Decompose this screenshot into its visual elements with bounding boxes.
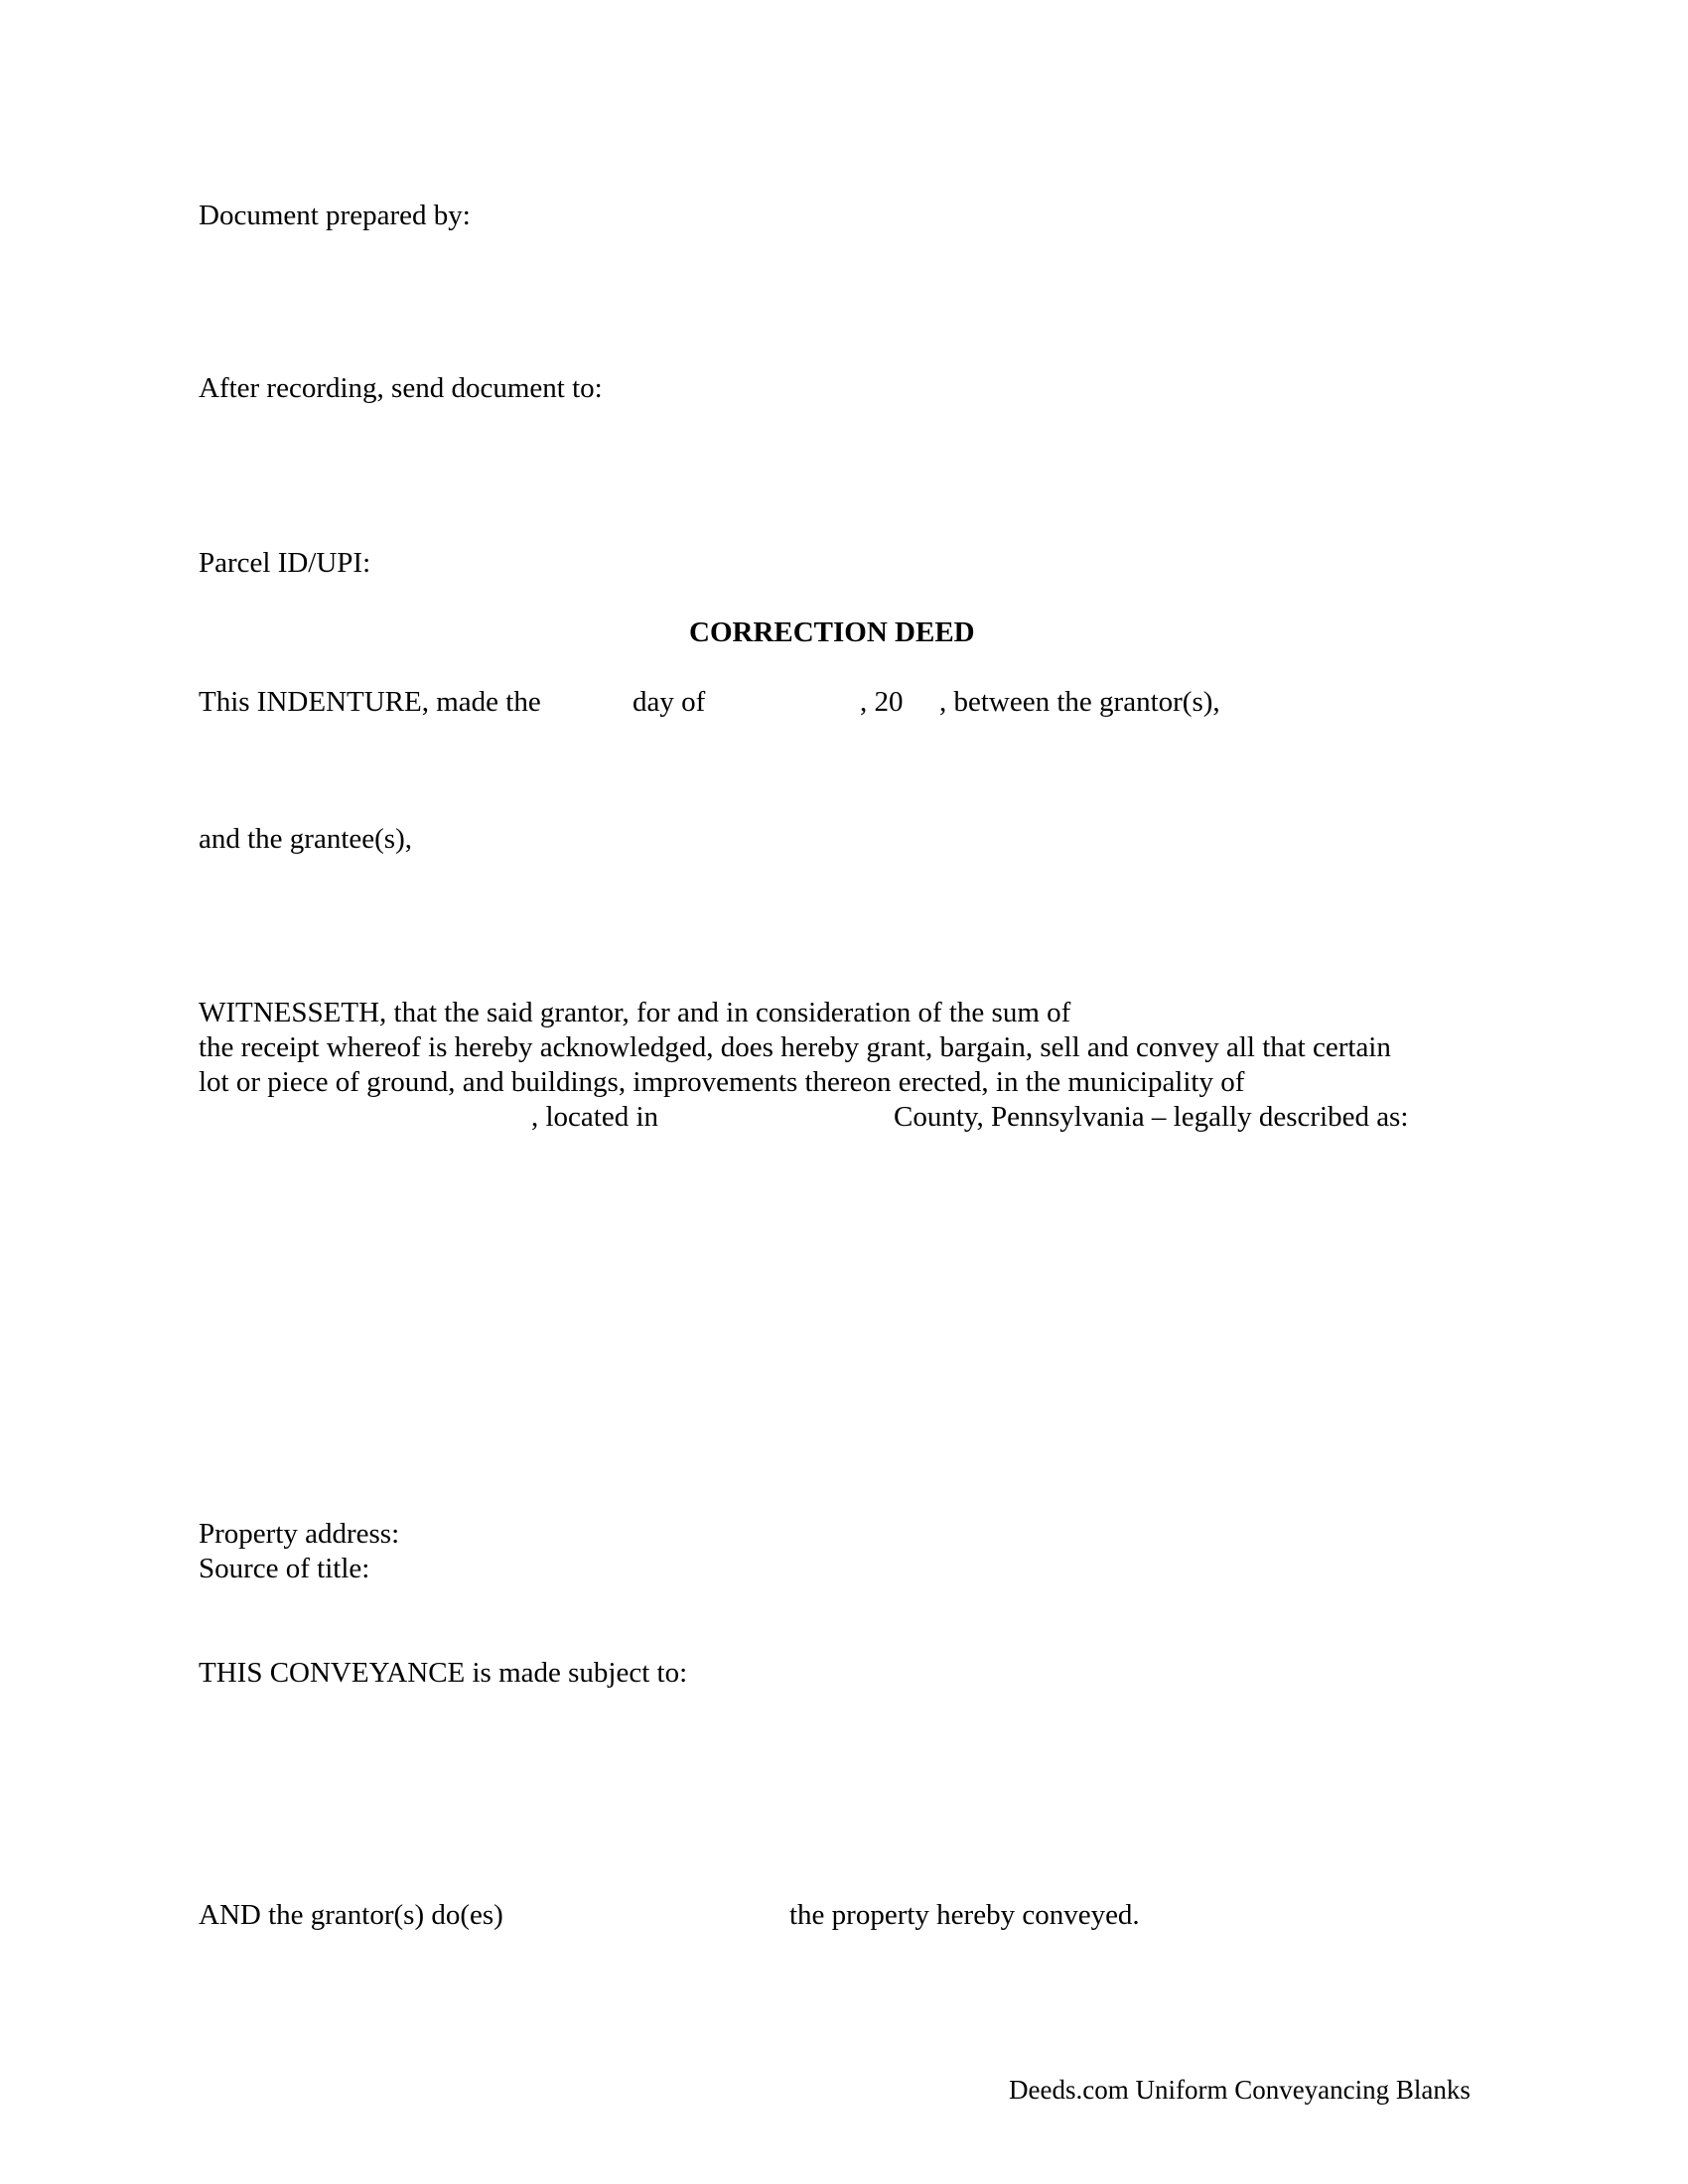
indenture-text-1: This INDENTURE, made the: [199, 686, 541, 718]
indenture-text-2: day of: [633, 686, 706, 718]
indenture-text-4: , between the grantor(s),: [939, 686, 1220, 718]
parcel-id-label: Parcel ID/UPI:: [199, 547, 371, 579]
document-title: CORRECTION DEED: [689, 616, 975, 648]
closing-text-2: the property hereby conveyed.: [789, 1899, 1140, 1931]
witnesseth-line-2: the receipt whereof is hereby acknowledged, does hereby grant, bargain, sell and convey all that certain: [199, 1031, 1391, 1063]
send-to-label: After recording, send document to:: [199, 372, 603, 404]
witnesseth-line-3: lot or piece of ground, and buildings, improvements thereon erected, in the municipality of: [199, 1066, 1245, 1098]
witnesseth-line-4a: , located in: [531, 1101, 659, 1133]
prepared-by-label: Document prepared by:: [199, 200, 471, 231]
footer-text: Deeds.com Uniform Conveyancing Blanks: [1009, 2075, 1471, 2105]
grantee-label: and the grantee(s),: [199, 823, 412, 855]
property-address-label: Property address:: [199, 1518, 400, 1550]
source-of-title-label: Source of title:: [199, 1553, 370, 1584]
conveyance-label: THIS CONVEYANCE is made subject to:: [199, 1657, 688, 1689]
closing-text-1: AND the grantor(s) do(es): [199, 1899, 503, 1931]
witnesseth-line-4b: County, Pennsylvania – legally described as:: [894, 1101, 1409, 1133]
witnesseth-line-1: WITNESSETH, that the said grantor, for and in consideration of the sum of: [199, 997, 1071, 1028]
indenture-text-3: , 20: [860, 686, 904, 718]
